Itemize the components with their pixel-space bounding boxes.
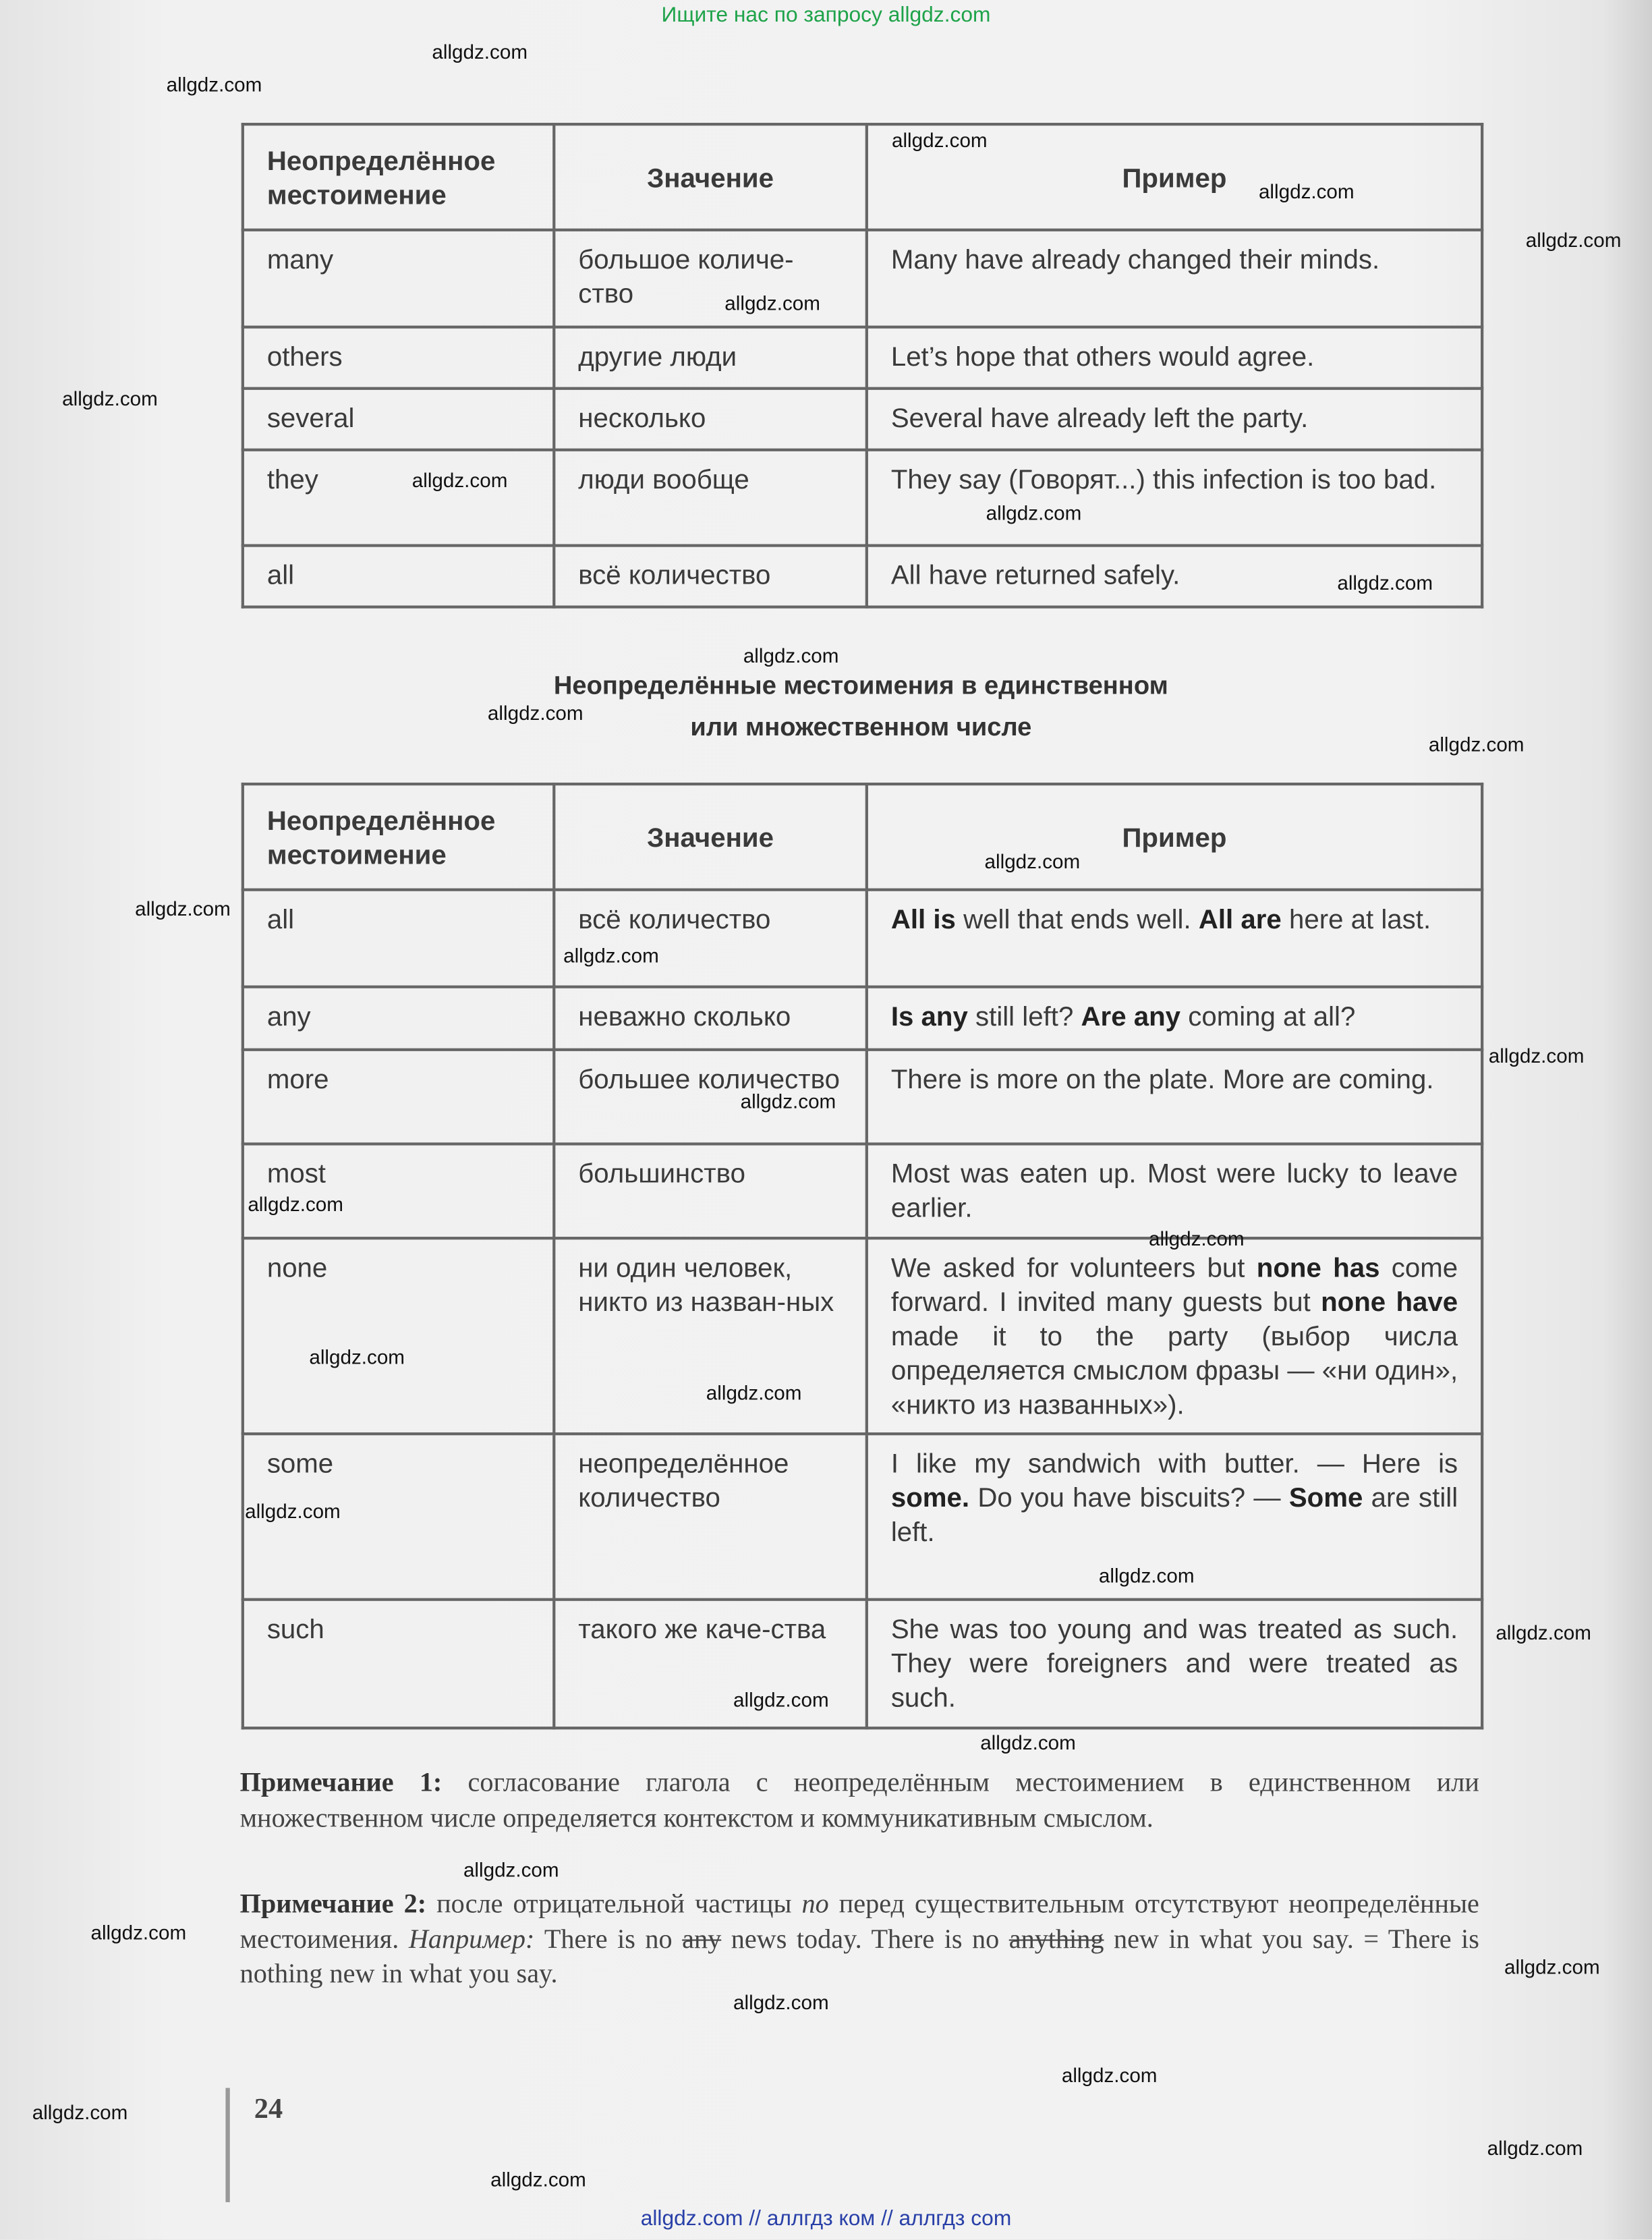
watermark[interactable]: allgdz.com [891, 128, 988, 152]
table-row [243, 890, 1482, 987]
watermark[interactable]: allgdz.com [248, 1192, 343, 1216]
table-row [243, 1600, 1482, 1729]
example-cell [867, 1144, 1482, 1238]
example-cell [867, 450, 1482, 546]
column-header: Значение [554, 124, 867, 230]
watermark[interactable]: allgdz.com [463, 1857, 559, 1881]
example-cell [867, 1050, 1482, 1144]
pronoun-cell: more [243, 1050, 554, 1144]
bold-text: none has [1256, 1254, 1380, 1284]
example-text: Several have already left the party. [890, 404, 1309, 435]
example-text: Most was eaten up. Most were lucky to leave earlier. [890, 1159, 1458, 1225]
table-row [243, 1434, 1482, 1600]
example-text: coming at all? [1180, 1002, 1356, 1033]
margin-rule [225, 2088, 229, 2202]
bold-text: All are [1198, 905, 1282, 936]
watermark[interactable]: allgdz.com [1258, 179, 1355, 203]
page-number: 24 [254, 2094, 283, 2125]
meaning-cell: ни один человек, никто из назван-ных [554, 1238, 867, 1434]
bold-text: Are any [1081, 1002, 1181, 1033]
watermark[interactable]: allgdz.com [1337, 571, 1433, 594]
bold-text: none have [1321, 1288, 1458, 1318]
meaning-cell: всё количество [554, 890, 867, 987]
bold-text: Some [1288, 1484, 1363, 1514]
watermark[interactable]: allgdz.com [432, 40, 528, 63]
watermark[interactable]: allgdz.com [1496, 1621, 1591, 1644]
watermark[interactable]: allgdz.com [733, 1990, 829, 2014]
pronoun-table-singular-or-plural [241, 783, 1484, 1729]
watermark[interactable]: allgdz.com [563, 944, 659, 968]
pronoun-cell: none [243, 1238, 554, 1434]
example-cell [867, 1238, 1482, 1434]
note-2 [240, 1888, 1479, 1993]
meaning-cell: большинство [554, 1144, 867, 1238]
example-text: still left? [967, 1002, 1081, 1033]
note-text: после отрицательной частицы [426, 1889, 802, 1920]
example-text: come forward. I invited many guests but [890, 1254, 1458, 1318]
header-row [243, 784, 1482, 890]
table-row [243, 1050, 1482, 1144]
watermark[interactable]: allgdz.com [309, 1345, 405, 1368]
note-text: news today. There is no [721, 1924, 1009, 1955]
pronoun-cell: such [243, 1600, 554, 1729]
pronoun-cell: all [243, 546, 554, 607]
note-text: no [801, 1889, 829, 1920]
footer-links[interactable]: allgdz.com // аллгдз ком // аллгдз com [640, 2206, 1012, 2231]
example-text: We asked for volunteers but [890, 1254, 1257, 1284]
note-text: согласование глагола с неопределённым местоимением в единственном или множественном числе определяется контекстом и коммуникативным смыслом. [239, 1768, 1479, 1833]
example-cell [867, 1600, 1482, 1729]
example-text: Let’s hope that others would agree. [890, 343, 1315, 373]
meaning-cell: неважно сколько [554, 987, 867, 1050]
example-text: here at last. [1281, 905, 1431, 936]
note-text: new in what you say. = There is nothing new in what you say. [239, 1924, 1479, 1990]
example-text: I like my sandwich with butter. — Here is [890, 1449, 1458, 1480]
watermark[interactable]: allgdz.com [986, 501, 1082, 524]
column-header: Неопределённое местоимение [243, 784, 554, 890]
table-row [243, 389, 1482, 450]
watermark[interactable]: allgdz.com [1525, 228, 1622, 252]
table-row [243, 327, 1482, 389]
pronoun-cell: several [243, 389, 554, 450]
watermark[interactable]: allgdz.com [743, 644, 839, 667]
example-text: She was too young and was treated as such. They were foreigners and were treated as such. [890, 1615, 1458, 1714]
meaning-cell: несколько [554, 389, 867, 450]
watermark[interactable]: allgdz.com [1098, 1563, 1195, 1587]
watermark[interactable]: allgdz.com [487, 701, 583, 725]
watermark[interactable]: allgdz.com [90, 1920, 187, 1944]
example-cell [867, 327, 1482, 389]
pronoun-cell: all [243, 890, 554, 987]
meaning-cell: другие люди [554, 327, 867, 389]
pronoun-cell: most [243, 1144, 554, 1238]
example-text: Many have already changed their minds. [890, 246, 1380, 276]
example-text: are still left. [890, 1484, 1458, 1548]
watermark[interactable]: allgdz.com [724, 291, 820, 314]
example-text: well that ends well. [955, 905, 1199, 936]
note-text: Например: [408, 1924, 535, 1955]
example-text: There is more on the plate. More are coming. [890, 1065, 1434, 1096]
meaning-cell: люди вообще [554, 450, 867, 546]
pronoun-cell: some [243, 1434, 554, 1600]
top-banner[interactable]: Ищите нас по запросу allgdz.com [661, 3, 991, 28]
column-header: Неопределённое местоимение [243, 124, 554, 230]
watermark[interactable]: allgdz.com [984, 849, 1081, 873]
meaning-cell: неопределённое количество [554, 1434, 867, 1600]
watermark[interactable]: allgdz.com [980, 1731, 1076, 1754]
watermark[interactable]: allgdz.com [706, 1380, 802, 1404]
watermark[interactable]: allgdz.com [1428, 732, 1525, 756]
example-cell [867, 230, 1482, 327]
column-header: Значение [554, 784, 867, 890]
watermark[interactable]: allgdz.com [1148, 1227, 1245, 1250]
note-text: There is no [534, 1924, 683, 1955]
note-label: Примечание 1: [239, 1768, 443, 1798]
bold-text: some. [890, 1484, 970, 1514]
note-label: Примечание 2: [239, 1889, 427, 1920]
meaning-cell: всё количество [554, 546, 867, 607]
table-row [243, 1238, 1482, 1434]
note-1 [240, 1766, 1479, 1837]
watermark[interactable]: allgdz.com [490, 2168, 586, 2191]
watermark[interactable]: allgdz.com [733, 1687, 829, 1711]
watermark[interactable]: allgdz.com [135, 897, 231, 920]
watermark[interactable]: allgdz.com [32, 2100, 128, 2124]
example-cell [867, 890, 1482, 987]
meaning-cell: такого же каче-ства [554, 1600, 867, 1729]
pronoun-cell: many [243, 230, 554, 327]
pronoun-cell: any [243, 987, 554, 1050]
watermark[interactable]: allgdz.com [1487, 2136, 1583, 2160]
column-header: Пример [867, 784, 1482, 890]
table-row [243, 450, 1482, 546]
pronoun-cell: they [243, 450, 554, 546]
bold-text: Is any [890, 1002, 968, 1033]
example-text: made it to the party (выбор числа определяется смыслом фразы — «ни один», «никто из названных»). [890, 1322, 1458, 1422]
note-text: перед существительным отсутствуют неопределённые местоимения. [239, 1889, 1479, 1955]
table-row [243, 230, 1482, 327]
header-row [243, 124, 1482, 230]
watermark[interactable]: allgdz.com [1488, 1044, 1585, 1067]
column-header: Пример [867, 124, 1482, 230]
watermark[interactable]: allgdz.com [166, 72, 262, 96]
table-row [243, 1144, 1482, 1238]
section-title-line: или множественном числе [690, 712, 1032, 741]
table-row [243, 546, 1482, 607]
section-title-line: Неопределённые местоимения в единственном [553, 671, 1168, 700]
note-text: anything [1008, 1924, 1104, 1955]
example-text: Do you have biscuits? — [969, 1484, 1289, 1514]
watermark[interactable]: allgdz.com [1504, 1955, 1600, 1978]
watermark[interactable]: allgdz.com [62, 387, 158, 410]
watermark[interactable]: allgdz.com [1061, 2063, 1158, 2087]
pronoun-cell: others [243, 327, 554, 389]
example-text: They say (Говорят...) this infection is too bad. [890, 466, 1437, 496]
watermark[interactable]: allgdz.com [245, 1499, 341, 1523]
note-text: any [682, 1924, 722, 1955]
meaning-cell: большое количе-ство [554, 230, 867, 327]
meaning-cell: большее количество [554, 1050, 867, 1144]
watermark[interactable]: allgdz.com [740, 1090, 836, 1113]
example-text: All have returned safely. [890, 561, 1180, 592]
watermark[interactable]: allgdz.com [411, 468, 508, 492]
example-cell [867, 987, 1482, 1050]
bold-text: All is [890, 905, 956, 936]
example-cell [867, 389, 1482, 450]
table-row [243, 987, 1482, 1050]
section-title [241, 665, 1481, 748]
